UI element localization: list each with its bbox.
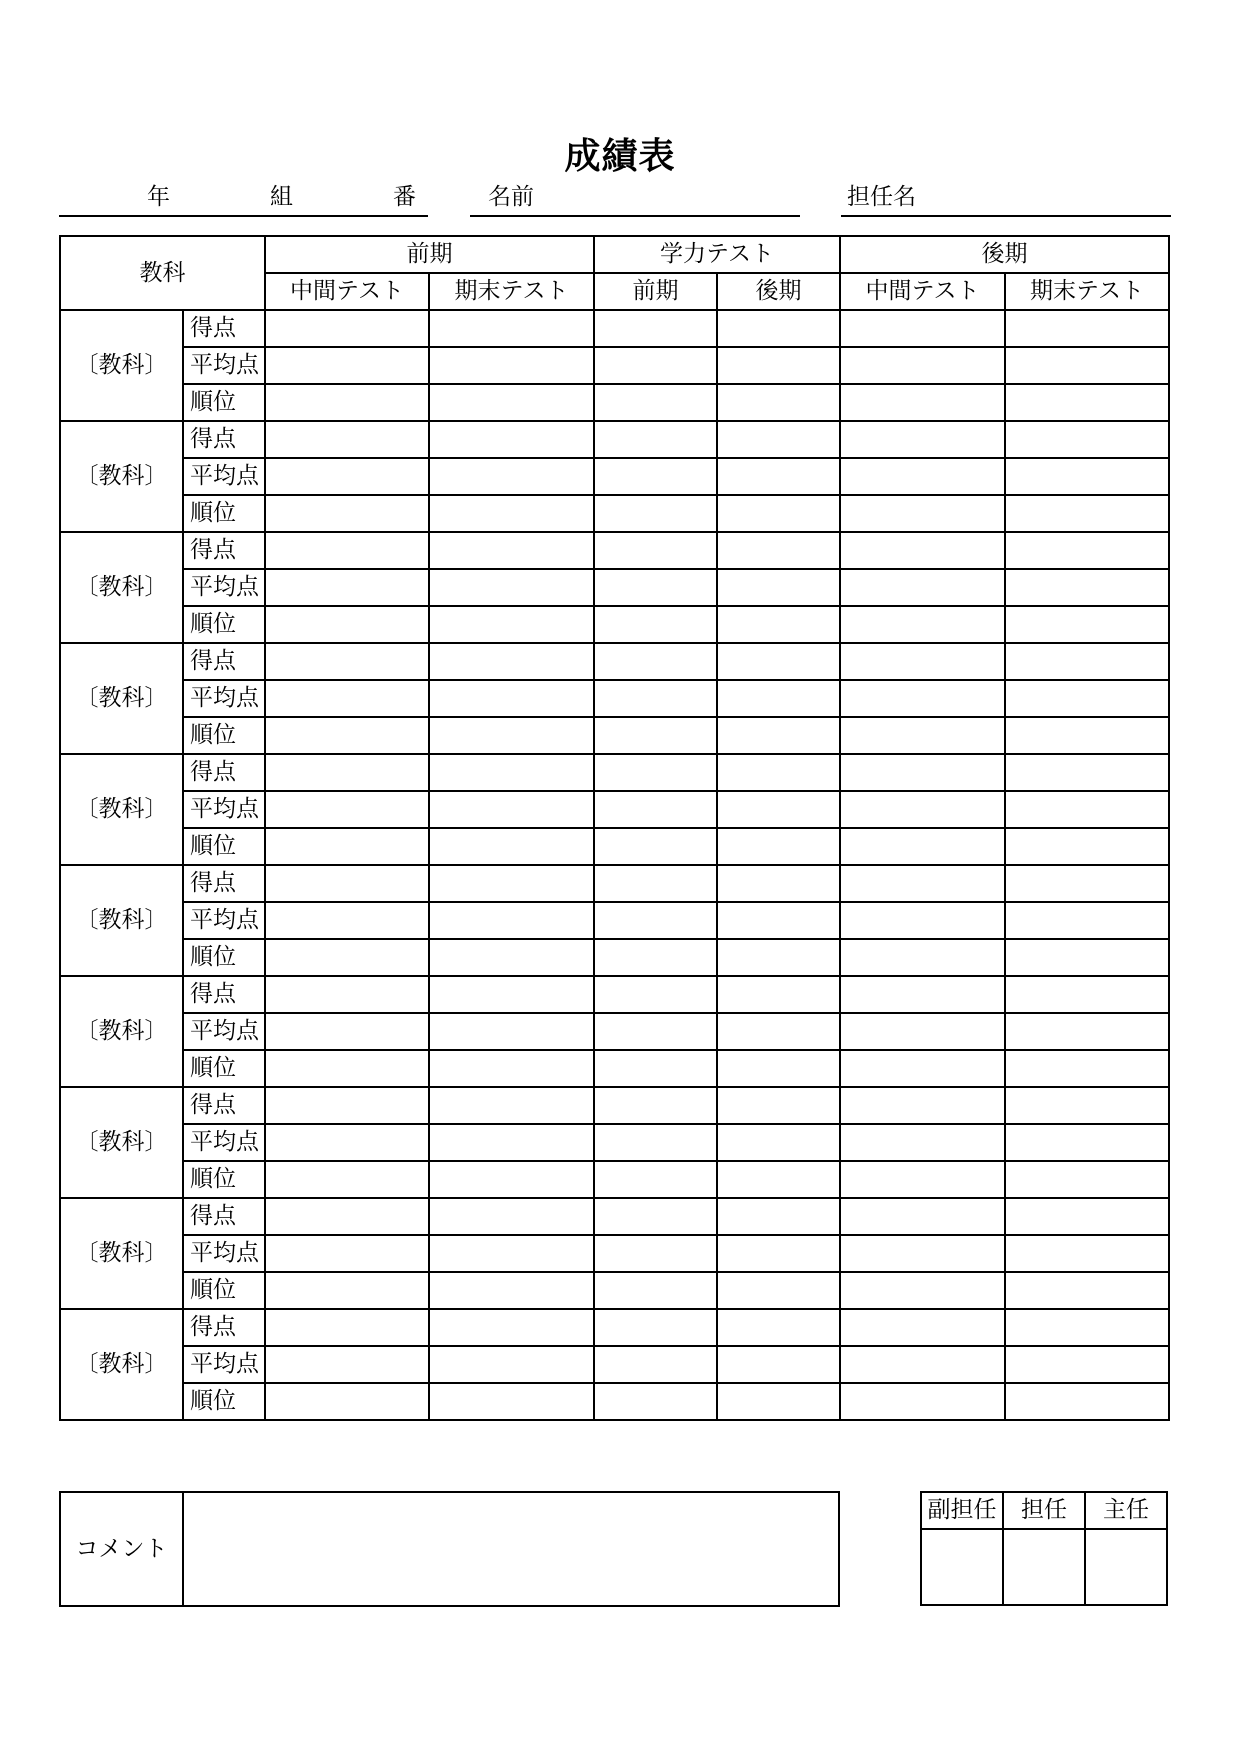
score-input-cell[interactable] xyxy=(265,791,429,828)
grades-table-body xyxy=(60,310,1169,1420)
score-input-cell[interactable] xyxy=(594,384,717,421)
metric-label: 順位 xyxy=(183,384,265,421)
metric-label: 得点 xyxy=(183,1198,265,1235)
column-header: 期末テスト xyxy=(429,273,594,310)
grade-class-number-line[interactable] xyxy=(59,215,428,217)
metric-label: 順位 xyxy=(183,495,265,532)
score-input-cell[interactable] xyxy=(717,828,840,865)
score-input-cell[interactable] xyxy=(429,606,594,643)
score-input-cell[interactable] xyxy=(1005,1013,1169,1050)
table-row xyxy=(60,754,1169,791)
score-input-cell[interactable] xyxy=(1005,1272,1169,1309)
score-input-cell[interactable] xyxy=(717,1087,840,1124)
column-header: 中間テスト xyxy=(265,273,429,310)
score-input-cell[interactable] xyxy=(717,1050,840,1087)
comment-label: コメント xyxy=(60,1492,183,1606)
score-input-cell[interactable] xyxy=(594,791,717,828)
column-header: 前期 xyxy=(594,273,717,310)
subject-name-cell[interactable]: 〔教科〕 xyxy=(60,310,183,421)
metric-label: 得点 xyxy=(183,865,265,902)
score-input-cell[interactable] xyxy=(429,495,594,532)
metric-label: 順位 xyxy=(183,1050,265,1087)
score-input-cell[interactable] xyxy=(594,532,717,569)
score-input-cell[interactable] xyxy=(429,902,594,939)
table-row xyxy=(60,1272,1169,1309)
grades-table-header xyxy=(60,236,1169,310)
score-input-cell[interactable] xyxy=(1005,1235,1169,1272)
metric-label: 得点 xyxy=(183,421,265,458)
score-input-cell[interactable] xyxy=(840,1383,1005,1420)
table-row xyxy=(60,976,1169,1013)
score-input-cell[interactable] xyxy=(429,1272,594,1309)
score-input-cell[interactable] xyxy=(265,310,429,347)
score-input-cell[interactable] xyxy=(265,1087,429,1124)
score-input-cell[interactable] xyxy=(429,1309,594,1346)
table-row xyxy=(60,1346,1169,1383)
subject-name-cell[interactable]: 〔教科〕 xyxy=(60,1087,183,1198)
score-input-cell[interactable] xyxy=(429,532,594,569)
score-input-cell[interactable] xyxy=(594,754,717,791)
score-input-cell[interactable] xyxy=(717,1346,840,1383)
score-input-cell[interactable] xyxy=(594,1161,717,1198)
stamp-label-homeroom: 担任 xyxy=(1003,1492,1085,1529)
score-input-cell[interactable] xyxy=(1005,384,1169,421)
stamp-label-assistant-homeroom: 副担任 xyxy=(921,1492,1003,1529)
score-input-cell[interactable] xyxy=(717,717,840,754)
metric-label: 順位 xyxy=(183,1383,265,1420)
table-row xyxy=(60,1198,1169,1235)
comment-field[interactable] xyxy=(183,1492,839,1606)
score-input-cell[interactable] xyxy=(717,791,840,828)
score-input-cell[interactable] xyxy=(594,421,717,458)
score-input-cell[interactable] xyxy=(265,532,429,569)
score-input-cell[interactable] xyxy=(840,1309,1005,1346)
score-input-cell[interactable] xyxy=(594,1309,717,1346)
score-input-cell[interactable] xyxy=(717,865,840,902)
score-input-cell[interactable] xyxy=(1005,754,1169,791)
metric-label: 順位 xyxy=(183,717,265,754)
score-input-cell[interactable] xyxy=(717,902,840,939)
metric-label: 順位 xyxy=(183,828,265,865)
score-input-cell[interactable] xyxy=(840,643,1005,680)
table-row xyxy=(60,458,1169,495)
score-input-cell[interactable] xyxy=(429,643,594,680)
table-row xyxy=(60,532,1169,569)
metric-label: 平均点 xyxy=(183,347,265,384)
metric-label: 順位 xyxy=(183,606,265,643)
score-input-cell[interactable] xyxy=(840,1235,1005,1272)
score-input-cell[interactable] xyxy=(717,384,840,421)
score-input-cell[interactable] xyxy=(840,458,1005,495)
score-input-cell[interactable] xyxy=(1005,1346,1169,1383)
table-row xyxy=(60,939,1169,976)
score-input-cell[interactable] xyxy=(594,606,717,643)
score-input-cell[interactable] xyxy=(840,532,1005,569)
score-input-cell[interactable] xyxy=(429,1235,594,1272)
metric-label: 得点 xyxy=(183,976,265,1013)
score-input-cell[interactable] xyxy=(1005,1198,1169,1235)
score-input-cell[interactable] xyxy=(717,569,840,606)
score-input-cell[interactable] xyxy=(840,1346,1005,1383)
score-input-cell[interactable] xyxy=(1005,347,1169,384)
year-label: 年 xyxy=(147,184,170,210)
score-input-cell[interactable] xyxy=(1005,828,1169,865)
teacher-name-label: 担任名 xyxy=(847,184,916,210)
metric-label: 平均点 xyxy=(183,1235,265,1272)
score-input-cell[interactable] xyxy=(594,643,717,680)
score-input-cell[interactable] xyxy=(265,680,429,717)
score-input-cell[interactable] xyxy=(1005,458,1169,495)
column-header: 中間テスト xyxy=(840,273,1005,310)
subject-name-cell[interactable]: 〔教科〕 xyxy=(60,865,183,976)
metric-label: 平均点 xyxy=(183,1013,265,1050)
score-input-cell[interactable] xyxy=(717,1272,840,1309)
score-input-cell[interactable] xyxy=(429,791,594,828)
score-input-cell[interactable] xyxy=(717,1013,840,1050)
score-input-cell[interactable] xyxy=(594,1198,717,1235)
score-input-cell[interactable] xyxy=(840,754,1005,791)
score-input-cell[interactable] xyxy=(429,828,594,865)
score-input-cell[interactable] xyxy=(840,1161,1005,1198)
metric-label: 得点 xyxy=(183,754,265,791)
score-input-cell[interactable] xyxy=(594,828,717,865)
metric-label: 平均点 xyxy=(183,680,265,717)
table-row xyxy=(60,384,1169,421)
score-input-cell[interactable] xyxy=(265,1124,429,1161)
metric-label: 平均点 xyxy=(183,458,265,495)
metric-label: 得点 xyxy=(183,1087,265,1124)
score-input-cell[interactable] xyxy=(265,939,429,976)
table-row xyxy=(60,902,1169,939)
score-input-cell[interactable] xyxy=(594,865,717,902)
score-input-cell[interactable] xyxy=(429,384,594,421)
score-input-cell[interactable] xyxy=(429,680,594,717)
score-input-cell[interactable] xyxy=(840,569,1005,606)
column-header: 期末テスト xyxy=(1005,273,1169,310)
approval-stamp-boxes xyxy=(920,1491,1168,1606)
metric-label: 得点 xyxy=(183,532,265,569)
score-input-cell[interactable] xyxy=(265,1198,429,1235)
name-line[interactable] xyxy=(470,215,800,217)
score-input-cell[interactable] xyxy=(1005,1124,1169,1161)
score-input-cell[interactable] xyxy=(594,680,717,717)
subject-name-cell[interactable]: 〔教科〕 xyxy=(60,532,183,643)
metric-label: 平均点 xyxy=(183,1346,265,1383)
score-input-cell[interactable] xyxy=(429,1346,594,1383)
score-input-cell[interactable] xyxy=(1005,310,1169,347)
score-input-cell[interactable] xyxy=(429,310,594,347)
score-input-cell[interactable] xyxy=(594,939,717,976)
score-input-cell[interactable] xyxy=(265,717,429,754)
score-input-cell[interactable] xyxy=(429,865,594,902)
score-input-cell[interactable] xyxy=(265,569,429,606)
class-label: 組 xyxy=(270,184,293,210)
score-input-cell[interactable] xyxy=(840,1050,1005,1087)
score-input-cell[interactable] xyxy=(1005,532,1169,569)
score-input-cell[interactable] xyxy=(594,902,717,939)
score-input-cell[interactable] xyxy=(265,1013,429,1050)
score-input-cell[interactable] xyxy=(717,939,840,976)
score-input-cell[interactable] xyxy=(265,1346,429,1383)
metric-label: 平均点 xyxy=(183,1124,265,1161)
table-row xyxy=(60,1013,1169,1050)
group-header-first-term: 前期 xyxy=(265,236,594,273)
comment-box xyxy=(59,1491,840,1607)
score-input-cell[interactable] xyxy=(265,458,429,495)
score-input-cell[interactable] xyxy=(1005,495,1169,532)
score-input-cell[interactable] xyxy=(1005,606,1169,643)
score-input-cell[interactable] xyxy=(840,347,1005,384)
score-input-cell[interactable] xyxy=(840,865,1005,902)
score-input-cell[interactable] xyxy=(594,1087,717,1124)
stamp-box-head-teacher[interactable] xyxy=(1085,1529,1167,1605)
score-input-cell[interactable] xyxy=(840,1013,1005,1050)
score-input-cell[interactable] xyxy=(429,1198,594,1235)
score-input-cell[interactable] xyxy=(429,1013,594,1050)
score-input-cell[interactable] xyxy=(265,1272,429,1309)
score-input-cell[interactable] xyxy=(840,828,1005,865)
score-input-cell[interactable] xyxy=(717,606,840,643)
table-row xyxy=(60,347,1169,384)
score-input-cell[interactable] xyxy=(840,606,1005,643)
score-input-cell[interactable] xyxy=(1005,939,1169,976)
score-input-cell[interactable] xyxy=(1005,1309,1169,1346)
number-label: 番 xyxy=(393,184,416,210)
score-input-cell[interactable] xyxy=(429,717,594,754)
score-input-cell[interactable] xyxy=(840,1272,1005,1309)
score-input-cell[interactable] xyxy=(1005,1087,1169,1124)
score-input-cell[interactable] xyxy=(717,347,840,384)
score-input-cell[interactable] xyxy=(717,1309,840,1346)
score-input-cell[interactable] xyxy=(429,347,594,384)
score-input-cell[interactable] xyxy=(717,680,840,717)
score-input-cell[interactable] xyxy=(717,1161,840,1198)
score-input-cell[interactable] xyxy=(594,976,717,1013)
score-input-cell[interactable] xyxy=(840,384,1005,421)
score-input-cell[interactable] xyxy=(265,865,429,902)
metric-label: 平均点 xyxy=(183,791,265,828)
score-input-cell[interactable] xyxy=(265,421,429,458)
score-input-cell[interactable] xyxy=(840,1087,1005,1124)
score-input-cell[interactable] xyxy=(265,495,429,532)
score-input-cell[interactable] xyxy=(1005,865,1169,902)
stamp-box-assistant-homeroom[interactable] xyxy=(921,1529,1003,1605)
score-input-cell[interactable] xyxy=(265,1309,429,1346)
table-row xyxy=(60,421,1169,458)
score-input-cell[interactable] xyxy=(840,310,1005,347)
score-input-cell[interactable] xyxy=(594,1272,717,1309)
score-input-cell[interactable] xyxy=(265,902,429,939)
score-input-cell[interactable] xyxy=(717,643,840,680)
table-row xyxy=(60,1161,1169,1198)
subject-name-cell[interactable]: 〔教科〕 xyxy=(60,1309,183,1420)
table-row xyxy=(60,717,1169,754)
score-input-cell[interactable] xyxy=(840,680,1005,717)
score-input-cell[interactable] xyxy=(594,495,717,532)
score-input-cell[interactable] xyxy=(840,939,1005,976)
score-input-cell[interactable] xyxy=(1005,976,1169,1013)
metric-label: 順位 xyxy=(183,939,265,976)
score-input-cell[interactable] xyxy=(840,1198,1005,1235)
score-input-cell[interactable] xyxy=(1005,643,1169,680)
score-input-cell[interactable] xyxy=(717,421,840,458)
table-row xyxy=(60,310,1169,347)
teacher-name-line[interactable] xyxy=(841,215,1171,217)
table-row xyxy=(60,865,1169,902)
subject-name-cell[interactable]: 〔教科〕 xyxy=(60,421,183,532)
score-input-cell[interactable] xyxy=(429,976,594,1013)
score-input-cell[interactable] xyxy=(429,939,594,976)
score-input-cell[interactable] xyxy=(1005,1050,1169,1087)
score-input-cell[interactable] xyxy=(265,606,429,643)
score-input-cell[interactable] xyxy=(717,532,840,569)
group-header-second-term: 後期 xyxy=(840,236,1169,273)
metric-label: 順位 xyxy=(183,1161,265,1198)
score-input-cell[interactable] xyxy=(429,1383,594,1420)
score-input-cell[interactable] xyxy=(429,754,594,791)
score-input-cell[interactable] xyxy=(429,569,594,606)
score-input-cell[interactable] xyxy=(265,828,429,865)
grades-table xyxy=(59,235,1170,1421)
score-input-cell[interactable] xyxy=(840,1124,1005,1161)
score-input-cell[interactable] xyxy=(1005,791,1169,828)
subject-header: 教科 xyxy=(60,236,265,310)
score-input-cell[interactable] xyxy=(840,717,1005,754)
score-input-cell[interactable] xyxy=(1005,680,1169,717)
score-input-cell[interactable] xyxy=(840,791,1005,828)
score-input-cell[interactable] xyxy=(717,976,840,1013)
score-input-cell[interactable] xyxy=(429,1050,594,1087)
score-input-cell[interactable] xyxy=(1005,717,1169,754)
score-input-cell[interactable] xyxy=(840,902,1005,939)
stamp-label-head-teacher: 主任 xyxy=(1085,1492,1167,1529)
score-input-cell[interactable] xyxy=(717,1198,840,1235)
score-input-cell[interactable] xyxy=(265,1050,429,1087)
score-input-cell[interactable] xyxy=(594,717,717,754)
score-input-cell[interactable] xyxy=(265,643,429,680)
score-input-cell[interactable] xyxy=(717,1383,840,1420)
table-row xyxy=(60,828,1169,865)
score-input-cell[interactable] xyxy=(594,569,717,606)
subject-name-cell[interactable]: 〔教科〕 xyxy=(60,643,183,754)
score-input-cell[interactable] xyxy=(840,421,1005,458)
table-row xyxy=(60,643,1169,680)
table-row xyxy=(60,680,1169,717)
score-input-cell[interactable] xyxy=(594,347,717,384)
score-input-cell[interactable] xyxy=(265,976,429,1013)
score-input-cell[interactable] xyxy=(429,458,594,495)
score-input-cell[interactable] xyxy=(594,1013,717,1050)
score-input-cell[interactable] xyxy=(840,495,1005,532)
score-input-cell[interactable] xyxy=(594,1383,717,1420)
score-input-cell[interactable] xyxy=(594,458,717,495)
metric-label: 得点 xyxy=(183,643,265,680)
column-header: 後期 xyxy=(717,273,840,310)
table-row xyxy=(60,569,1169,606)
name-label: 名前 xyxy=(488,184,534,210)
score-input-cell[interactable] xyxy=(717,1124,840,1161)
table-row xyxy=(60,1050,1169,1087)
score-input-cell[interactable] xyxy=(717,754,840,791)
score-input-cell[interactable] xyxy=(265,384,429,421)
table-row xyxy=(60,1235,1169,1272)
score-input-cell[interactable] xyxy=(840,976,1005,1013)
score-input-cell[interactable] xyxy=(717,1235,840,1272)
score-input-cell[interactable] xyxy=(429,421,594,458)
score-input-cell[interactable] xyxy=(594,1235,717,1272)
score-input-cell[interactable] xyxy=(429,1124,594,1161)
subject-name-cell[interactable]: 〔教科〕 xyxy=(60,754,183,865)
table-row xyxy=(60,791,1169,828)
metric-label: 平均点 xyxy=(183,569,265,606)
score-input-cell[interactable] xyxy=(594,1050,717,1087)
score-input-cell[interactable] xyxy=(717,310,840,347)
table-row xyxy=(60,495,1169,532)
score-input-cell[interactable] xyxy=(1005,1383,1169,1420)
score-input-cell[interactable] xyxy=(265,1161,429,1198)
score-input-cell[interactable] xyxy=(594,310,717,347)
score-input-cell[interactable] xyxy=(429,1087,594,1124)
score-input-cell[interactable] xyxy=(265,347,429,384)
table-row xyxy=(60,1124,1169,1161)
score-input-cell[interactable] xyxy=(265,1235,429,1272)
score-input-cell[interactable] xyxy=(1005,902,1169,939)
score-input-cell[interactable] xyxy=(717,495,840,532)
score-input-cell[interactable] xyxy=(1005,421,1169,458)
score-input-cell[interactable] xyxy=(429,1161,594,1198)
stamp-box-homeroom[interactable] xyxy=(1003,1529,1085,1605)
table-row xyxy=(60,606,1169,643)
score-input-cell[interactable] xyxy=(594,1124,717,1161)
score-input-cell[interactable] xyxy=(717,458,840,495)
score-input-cell[interactable] xyxy=(594,1346,717,1383)
table-row xyxy=(60,1383,1169,1420)
metric-label: 平均点 xyxy=(183,902,265,939)
table-row xyxy=(60,1309,1169,1346)
subject-name-cell[interactable]: 〔教科〕 xyxy=(60,1198,183,1309)
table-row xyxy=(60,1087,1169,1124)
metric-label: 得点 xyxy=(183,1309,265,1346)
metric-label: 順位 xyxy=(183,1272,265,1309)
score-input-cell[interactable] xyxy=(265,1383,429,1420)
page-title: 成績表 xyxy=(564,136,676,177)
score-input-cell[interactable] xyxy=(265,754,429,791)
subject-name-cell[interactable]: 〔教科〕 xyxy=(60,976,183,1087)
score-input-cell[interactable] xyxy=(1005,1161,1169,1198)
score-input-cell[interactable] xyxy=(1005,569,1169,606)
metric-label: 得点 xyxy=(183,310,265,347)
group-header-achievement-test: 学力テスト xyxy=(594,236,840,273)
